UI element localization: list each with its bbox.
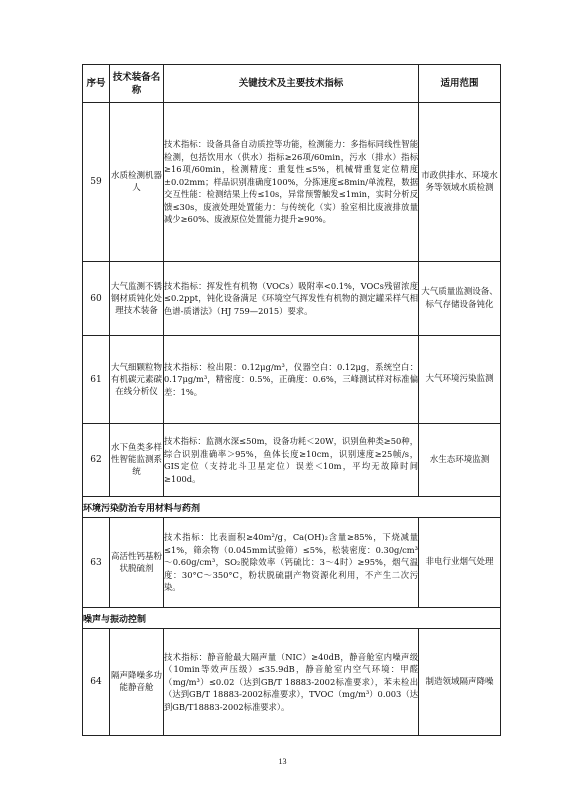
header-key-technology: 关键技术及主要技术指标 (164, 65, 419, 103)
section-row-noise (83, 608, 501, 629)
row-equipment-name: 大气监测不锈钢材质钝化处理技术装备 (110, 262, 164, 336)
row-equipment-name: 大气细颗粒物有机碳元素碳在线分析仪 (110, 336, 164, 424)
row-equipment-name: 隔声降噪多功能静音舱 (110, 629, 164, 736)
row-serial: 62 (83, 424, 110, 497)
row-scope: 制造领域隔声降噪 (419, 629, 501, 736)
header-serial: 序号 (83, 65, 110, 103)
row-scope: 市政供排水、环境水务等领域水质检测 (419, 103, 501, 262)
row-serial: 63 (83, 518, 110, 608)
row-indicators: 技术指标：挥发性有机物（VOCs）吸附率<0.1%，VOCs残留浓度≤0.2ppt，钝化设备满足《环境空气挥发性有机物的测定罐采样气相色谱-质谱法》（HJ 759—2015）要求。 (164, 262, 419, 336)
row-scope: 非电行业烟气处理 (419, 518, 501, 608)
section-row-materials (83, 497, 501, 518)
row-serial: 64 (83, 629, 110, 736)
table-row (83, 262, 501, 336)
row-serial: 61 (83, 336, 110, 424)
row-indicators: 技术指标：检出限：0.12μg/m³，仪器空白：0.12μg，系统空白：0.17μg/m³，精密度：0.5%，正确度：0.6%，三峰测试样对标准偏差：1%。 (164, 336, 419, 424)
header-scope: 适用范围 (419, 65, 501, 103)
row-serial: 59 (83, 103, 110, 262)
header-equipment-name: 技术装备名称 (110, 65, 164, 103)
row-equipment-name: 高活性钙基粉状脱硫剂 (110, 518, 164, 608)
row-scope: 大气环境污染监测 (419, 336, 501, 424)
table-row (83, 518, 501, 608)
table-row (83, 424, 501, 497)
section-title: 噪声与振动控制 (83, 608, 501, 629)
table-header-row (83, 65, 501, 103)
page-number: 13 (278, 757, 287, 766)
row-indicators: 技术指标：监测水深≤50m，设备功耗＜20W，识别鱼种类≥50种，综合识别准确率＞95%，鱼体长度≥10cm，识别速度≥25帧/s，GIS定位（支持北斗卫星定位）误差＜10m，平均无故障时间≥100d。 (164, 424, 419, 497)
row-equipment-name: 水下鱼类多样性智能监测系统 (110, 424, 164, 497)
row-serial: 60 (83, 262, 110, 336)
table-row (83, 629, 501, 736)
table-row (83, 336, 501, 424)
row-indicators: 技术指标：设备具备自动质控等功能，检测能力：多指标同线性智能检测，包括饮用水（供水）指标≥26项/60min，污水（排水）指标≥16项/60min，检测精度：重复性≤5%，机械臂重复定位精度±0.02mm；样品识别准确度100%，分拣速度≤8min/单流程，数据交互性能：检测结果上传≤10s，异常预警触发≤1min，实时分析反馈≤30s，废液处理处置能力：与传统化（实）验室相比废液排放量减少≥60%、废液原位处置能力提升≥90%。 (164, 103, 419, 262)
row-scope: 大气质量监测设备、标气存储设备钝化 (419, 262, 501, 336)
table-row (83, 103, 501, 262)
row-equipment-name: 水质检测机器人 (110, 103, 164, 262)
row-indicators: 技术指标：比表面积≥40m²/g，Ca(OH)₂含量≥85%，下烧减量≤1%，筛余物（0.045mm试验筛）≤5%，松装密度：0.30g/cm³～0.60g/cm³，SO₂脱除效率（钙硫比：3～4时）≥95%，烟气温度：30°C～350°C，粉状脱硫副产物资源化利用，不产生二次污染。 (164, 518, 419, 608)
row-scope: 水生态环境监测 (419, 424, 501, 497)
section-title: 环境污染防治专用材料与药剂 (83, 497, 501, 518)
row-indicators: 技术指标：静音舱最大隔声量（NIC）≥40dB，静音舱室内噪声级（10min等效声压级）≤35.9dB，静音舱室内空气环境：甲醛（mg/m³）≤0.02（达到GB/T 18883-2002标准要求），苯未检出（达到GB/T 18883-2002标准要求），TVOC（mg/m³）0.003（达到GB/T18883-2002标准要求）。 (164, 629, 419, 736)
technology-equipment-table (82, 64, 501, 736)
